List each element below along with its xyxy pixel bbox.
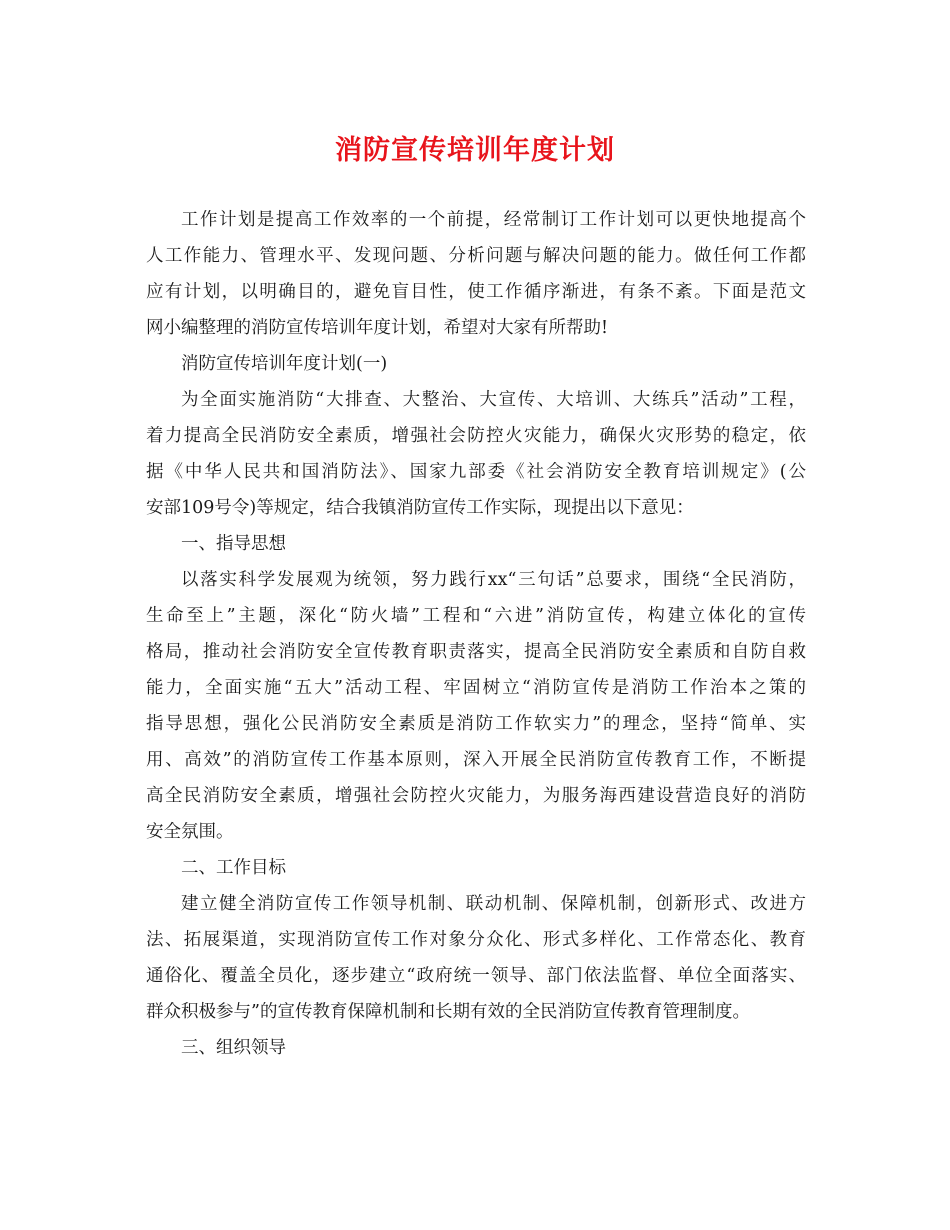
document-title: 消防宣传培训年度计划 xyxy=(335,135,615,166)
paragraph-line: 工作计划是提高工作效率的一个前提，经常制订工作计划可以更快地提高个 xyxy=(181,210,806,230)
paragraph-line: 高全民消防安全素质，增强社会防控火灾能力，为服务海西建设营造良好的消防 xyxy=(146,786,806,806)
paragraph-line: 安全氛围。 xyxy=(146,822,234,842)
paragraph-line: 法、拓展渠道，实现消防宣传工作对象分众化、形式多样化、工作常态化、教育 xyxy=(146,930,806,950)
paragraph-line: 安部109号令)等规定，结合我镇消防宣传工作实际，现提出以下意见： xyxy=(146,498,694,518)
paragraph-line: 用、高效”的消防宣传工作基本原则，深入开展全民消防宣传教育工作，不断提 xyxy=(146,750,806,770)
paragraph-line: 以落实科学发展观为统领，努力践行xx“三句话”总要求，围绕“全民消防， xyxy=(181,570,806,590)
paragraph-line: 人工作能力、管理水平、发现问题、分析问题与解决问题的能力。做任何工作都 xyxy=(146,246,806,266)
section-heading: 二、工作目标 xyxy=(181,858,286,878)
paragraph-line: 指导思想，强化公民消防安全素质是消防工作软实力”的理念，坚持“简单、实 xyxy=(146,714,806,734)
paragraph-line: 据《中华人民共和国消防法》、国家九部委《社会消防安全教育培训规定》(公 xyxy=(146,462,806,482)
paragraph-line: 网小编整理的消防宣传培训年度计划，希望对大家有所帮助! xyxy=(146,318,609,338)
paragraph-line: 通俗化、覆盖全员化，逐步建立“政府统一领导、部门依法监督、单位全面落实、 xyxy=(146,966,806,986)
paragraph-line: 建立健全消防宣传工作领导机制、联动机制、保障机制，创新形式、改进方 xyxy=(181,894,806,914)
paragraph-line: 生命至上”主题，深化“防火墙”工程和“六进”消防宣传，构建立体化的宣传 xyxy=(146,606,806,626)
paragraph-line: 能力，全面实施“五大”活动工程、牢固树立“消防宣传是消防工作治本之策的 xyxy=(146,678,806,698)
paragraph-line: 着力提高全民消防安全素质，增强社会防控火灾能力，确保火灾形势的稳定，依 xyxy=(146,426,806,446)
paragraph-line: 为全面实施消防“大排查、大整治、大宣传、大培训、大练兵”活动”工程， xyxy=(181,390,806,410)
paragraph-line: 群众积极参与”的宣传教育保障机制和长期有效的全民消防宣传教育管理制度。 xyxy=(146,1002,750,1022)
document-body xyxy=(146,202,806,1066)
section-heading: 消防宣传培训年度计划(一) xyxy=(181,354,388,374)
paragraph-line: 格局，推动社会消防安全宣传教育职责落实，提高全民消防安全素质和自防自救 xyxy=(146,642,806,662)
section-heading: 三、组织领导 xyxy=(181,1038,286,1058)
section-heading: 一、指导思想 xyxy=(181,534,286,554)
paragraph-line: 应有计划，以明确目的，避免盲目性，使工作循序渐进，有条不紊。下面是范文 xyxy=(146,282,806,302)
